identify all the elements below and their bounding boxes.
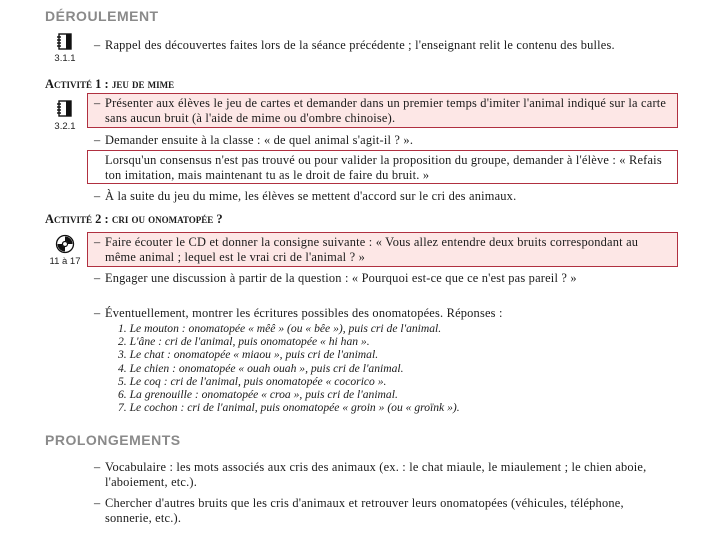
list-item: 3. Le chat : onomatopée « miaou », puis cri de l'animal. — [118, 348, 379, 362]
list-item: 2. L'âne : cri de l'animal, puis onomatopée « hi han ». — [118, 335, 370, 349]
cd-icon-label: 11 à 17 — [49, 256, 81, 267]
activity-2-title: Activité 2 : cri ou onomatopée ? — [45, 212, 223, 226]
section-title-deroulement: DÉROULEMENT — [45, 8, 159, 24]
list-item: 4. Le chien : onomatopée « ouah ouah », puis cri de l'animal. — [118, 361, 404, 375]
dash: – — [94, 235, 101, 249]
activity-1-title: Activité 1 : jeu de mime — [45, 77, 175, 91]
list-item: 7. Le cochon : cri de l'animal, puis onomatopée « groin » (ou « groïnk »). — [118, 401, 460, 415]
onomatopoeia-list — [118, 322, 460, 414]
paragraph-consensus — [94, 153, 668, 183]
paragraph-text: Faire écouter le CD et donner la consigne suivante : « Vous allez entendre deux bruits correspondant au même animal ; lequel est le vrai cri de l'animal ? » — [105, 235, 639, 264]
dash: – — [94, 96, 101, 110]
dash: – — [94, 496, 101, 510]
list-item: 1. Le mouton : onomatopée « mêê » (ou « bêe »), puis cri de l'animal. — [118, 322, 442, 335]
dash: – — [94, 460, 101, 474]
paragraph-text: Éventuellement, montrer les écritures possibles des onomatopées. Réponses : — [105, 306, 503, 320]
paragraph-text: Demander ensuite à la classe : « de quel animal s'agit-il ? ». — [105, 133, 414, 147]
dash: – — [94, 133, 101, 147]
list-item: 5. Le coq : cri de l'animal, puis onomatopée « cocorico ». — [118, 374, 387, 388]
paragraph-text: Engager une discussion à partir de la question : « Pourquoi est-ce que ce n'est pas pareil ? » — [105, 271, 577, 285]
paragraph-cd — [94, 235, 672, 265]
paragraph-autres-bruits — [94, 496, 672, 526]
dash: – — [94, 189, 101, 203]
paragraph-text: Présenter aux élèves le jeu de cartes et demander dans un premier temps d'imiter l'animal indiqué sur la carte sans aucun bruit (à l'aide de mime ou d'ombre chinoise). — [105, 96, 667, 125]
book-icon-label: 3.2.1 — [54, 121, 76, 132]
paragraph-demander — [94, 133, 672, 149]
paragraph-text: Rappel des découvertes faites lors de la séance précédente ; l'enseignant relit le contenu des bulles. — [105, 38, 615, 52]
paragraph-text: Lorsqu'un consensus n'est pas trouvé ou pour valider la proposition du groupe, demander à l'élève : « Refais ton imitation, mais maintenant tu as le droit de faire du bruit. » — [105, 153, 662, 182]
paragraph-text: À la suite du jeu du mime, les élèves se mettent d'accord sur le cri des animaux. — [105, 189, 517, 203]
paragraph-discussion — [94, 271, 672, 301]
paragraph-rappel — [94, 38, 672, 70]
paragraph-vocabulaire — [94, 460, 672, 490]
paragraph-text: Chercher d'autres bruits que les cris d'animaux et retrouver leurs onomatopées (véhicules, téléphone, sonnerie, etc.). — [105, 496, 624, 525]
paragraph-ecritures — [94, 306, 672, 322]
paragraph-text: Vocabulaire : les mots associés aux cris des animaux (ex. : le chat miaule, le miaulement ; le chien aboie, l'aboiement, etc.). — [105, 460, 647, 489]
section-title-prolongements: PROLONGEMENTS — [45, 432, 181, 448]
dash: – — [94, 306, 101, 320]
book-icon-label: 3.1.1 — [54, 53, 76, 64]
dash: – — [94, 38, 101, 52]
list-item: 6. La grenouille : onomatopée « croa », puis cri de l'animal. — [118, 388, 398, 402]
paragraph-jeu-cartes — [94, 96, 672, 126]
dash: – — [94, 271, 101, 285]
paragraph-suite-mime — [94, 189, 672, 205]
